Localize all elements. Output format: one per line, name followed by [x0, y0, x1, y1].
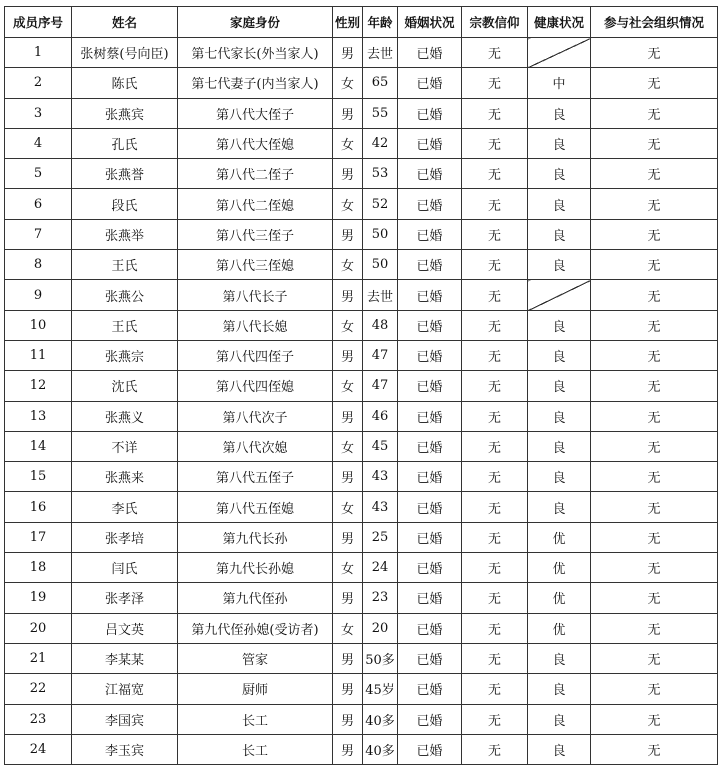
cell-religion: 无: [462, 431, 528, 461]
cell-family-role: 第八代大侄媳: [178, 128, 333, 158]
cell-sex: 女: [333, 553, 363, 583]
cell-marital-status: 已婚: [398, 371, 462, 401]
cell-religion: 无: [462, 340, 528, 370]
cell-health: 良: [528, 492, 591, 522]
cell-sex: 女: [333, 431, 363, 461]
cell-marital-status: 已婚: [398, 492, 462, 522]
cell-religion: 无: [462, 250, 528, 280]
cell-religion: 无: [462, 643, 528, 673]
cell-marital-status: 已婚: [398, 68, 462, 98]
family-members-table: [4, 6, 718, 765]
cell-health: 优: [528, 613, 591, 643]
cell-name: 张燕举: [72, 219, 178, 249]
cell-family-role: 长工: [178, 734, 333, 764]
cell-social-org: 无: [591, 98, 718, 128]
cell-health: 良: [528, 250, 591, 280]
cell-sex: 女: [333, 613, 363, 643]
cell-sex: 男: [333, 674, 363, 704]
cell-member-no: 19: [5, 583, 72, 613]
cell-religion: 无: [462, 401, 528, 431]
cell-social-org: 无: [591, 38, 718, 68]
cell-age: 40多: [363, 704, 398, 734]
cell-age: 40多: [363, 734, 398, 764]
cell-social-org: 无: [591, 219, 718, 249]
cell-family-role: 第八代二侄子: [178, 159, 333, 189]
cell-marital-status: 已婚: [398, 128, 462, 158]
cell-marital-status: 已婚: [398, 734, 462, 764]
table-row: [5, 310, 718, 340]
cell-religion: 无: [462, 219, 528, 249]
cell-name: 张燕义: [72, 401, 178, 431]
cell-sex: 男: [333, 643, 363, 673]
cell-religion: 无: [462, 159, 528, 189]
header-health: 健康状况: [528, 7, 591, 38]
cell-marital-status: 已婚: [398, 613, 462, 643]
cell-health: 良: [528, 643, 591, 673]
cell-family-role: 管家: [178, 643, 333, 673]
cell-health: 良: [528, 340, 591, 370]
cell-member-no: 23: [5, 704, 72, 734]
cell-name: 王氏: [72, 250, 178, 280]
cell-member-no: 13: [5, 401, 72, 431]
cell-social-org: 无: [591, 522, 718, 552]
cell-health: 良: [528, 704, 591, 734]
cell-member-no: 5: [5, 159, 72, 189]
table-row: [5, 704, 718, 734]
table-row: [5, 401, 718, 431]
cell-name: 张燕来: [72, 462, 178, 492]
cell-family-role: 第八代四侄子: [178, 340, 333, 370]
cell-marital-status: 已婚: [398, 280, 462, 310]
header-sex: 性别: [333, 7, 363, 38]
cell-member-no: 12: [5, 371, 72, 401]
cell-religion: 无: [462, 613, 528, 643]
cell-health: 良: [528, 189, 591, 219]
cell-marital-status: 已婚: [398, 250, 462, 280]
cell-age: 24: [363, 553, 398, 583]
cell-age: 46: [363, 401, 398, 431]
cell-name: 不详: [72, 431, 178, 461]
cell-age: 45岁: [363, 674, 398, 704]
cell-name: 王氏: [72, 310, 178, 340]
table-row: [5, 643, 718, 673]
cell-age: 43: [363, 462, 398, 492]
cell-social-org: 无: [591, 734, 718, 764]
cell-health: 良: [528, 734, 591, 764]
cell-sex: 男: [333, 280, 363, 310]
table-row: [5, 219, 718, 249]
header-religion: 宗教信仰: [462, 7, 528, 38]
cell-family-role: 厨师: [178, 674, 333, 704]
cell-family-role: 长工: [178, 704, 333, 734]
cell-member-no: 9: [5, 280, 72, 310]
cell-religion: 无: [462, 462, 528, 492]
cell-name: 张燕誉: [72, 159, 178, 189]
cell-family-role: 第八代次子: [178, 401, 333, 431]
table-row: [5, 492, 718, 522]
cell-marital-status: 已婚: [398, 219, 462, 249]
cell-member-no: 16: [5, 492, 72, 522]
document-page: [4, 6, 718, 765]
cell-age: 20: [363, 613, 398, 643]
cell-family-role: 第九代侄孙: [178, 583, 333, 613]
cell-sex: 男: [333, 159, 363, 189]
cell-health: 良: [528, 310, 591, 340]
cell-name: 李氏: [72, 492, 178, 522]
cell-member-no: 20: [5, 613, 72, 643]
cell-member-no: 2: [5, 68, 72, 98]
cell-religion: 无: [462, 492, 528, 522]
cell-social-org: 无: [591, 310, 718, 340]
cell-name: 李玉宾: [72, 734, 178, 764]
cell-age: 45: [363, 431, 398, 461]
cell-health: 良: [528, 371, 591, 401]
cell-member-no: 18: [5, 553, 72, 583]
cell-marital-status: 已婚: [398, 431, 462, 461]
cell-family-role: 第八代二侄媳: [178, 189, 333, 219]
cell-age: 50: [363, 250, 398, 280]
cell-family-role: 第七代妻子(内当家人): [178, 68, 333, 98]
cell-member-no: 11: [5, 340, 72, 370]
cell-name: 闫氏: [72, 553, 178, 583]
cell-sex: 男: [333, 340, 363, 370]
header-age: 年龄: [363, 7, 398, 38]
table-row: [5, 280, 718, 310]
cell-religion: 无: [462, 128, 528, 158]
cell-health: 良: [528, 159, 591, 189]
cell-name: 孔氏: [72, 128, 178, 158]
cell-health: 良: [528, 674, 591, 704]
cell-family-role: 第八代长媳: [178, 310, 333, 340]
cell-health: 优: [528, 522, 591, 552]
cell-religion: 无: [462, 734, 528, 764]
cell-family-role: 第八代三侄媳: [178, 250, 333, 280]
cell-sex: 女: [333, 128, 363, 158]
cell-religion: 无: [462, 522, 528, 552]
cell-family-role: 第八代大侄子: [178, 98, 333, 128]
cell-sex: 女: [333, 492, 363, 522]
cell-social-org: 无: [591, 159, 718, 189]
cell-age: 65: [363, 68, 398, 98]
cell-religion: 无: [462, 553, 528, 583]
cell-name: 江福宽: [72, 674, 178, 704]
cell-religion: 无: [462, 38, 528, 68]
cell-member-no: 24: [5, 734, 72, 764]
cell-religion: 无: [462, 98, 528, 128]
cell-health: 良: [528, 401, 591, 431]
cell-age: 去世: [363, 38, 398, 68]
cell-name: 段氏: [72, 189, 178, 219]
cell-age: 50: [363, 219, 398, 249]
cell-member-no: 15: [5, 462, 72, 492]
cell-social-org: 无: [591, 462, 718, 492]
cell-sex: 男: [333, 98, 363, 128]
cell-religion: 无: [462, 280, 528, 310]
table-row: [5, 250, 718, 280]
cell-age: 48: [363, 310, 398, 340]
cell-marital-status: 已婚: [398, 522, 462, 552]
cell-marital-status: 已婚: [398, 704, 462, 734]
cell-sex: 男: [333, 734, 363, 764]
cell-marital-status: 已婚: [398, 674, 462, 704]
cell-sex: 女: [333, 250, 363, 280]
cell-marital-status: 已婚: [398, 340, 462, 370]
cell-health: 优: [528, 553, 591, 583]
cell-marital-status: 已婚: [398, 583, 462, 613]
header-marital-status: 婚姻状况: [398, 7, 462, 38]
cell-health: 良: [528, 98, 591, 128]
cell-family-role: 第九代侄孙媳(受访者): [178, 613, 333, 643]
cell-sex: 男: [333, 462, 363, 492]
cell-age: 47: [363, 340, 398, 370]
table-row: [5, 128, 718, 158]
cell-name: 张燕宾: [72, 98, 178, 128]
cell-sex: 男: [333, 583, 363, 613]
cell-religion: 无: [462, 583, 528, 613]
table-row: [5, 340, 718, 370]
table-row: [5, 734, 718, 764]
table-row: [5, 371, 718, 401]
table-row: [5, 189, 718, 219]
cell-age: 25: [363, 522, 398, 552]
cell-family-role: 第八代长子: [178, 280, 333, 310]
table-row: [5, 583, 718, 613]
cell-social-org: 无: [591, 431, 718, 461]
table-row: [5, 613, 718, 643]
cell-age: 42: [363, 128, 398, 158]
cell-age: 去世: [363, 280, 398, 310]
cell-name: 张孝泽: [72, 583, 178, 613]
cell-name: 李某某: [72, 643, 178, 673]
cell-sex: 男: [333, 401, 363, 431]
cell-social-org: 无: [591, 704, 718, 734]
cell-religion: 无: [462, 310, 528, 340]
cell-marital-status: 已婚: [398, 401, 462, 431]
cell-health-diagonal-slash: [528, 38, 591, 68]
cell-religion: 无: [462, 68, 528, 98]
cell-age: 50多: [363, 643, 398, 673]
cell-member-no: 8: [5, 250, 72, 280]
table-row: [5, 462, 718, 492]
cell-social-org: 无: [591, 68, 718, 98]
cell-family-role: 第九代长孙媳: [178, 553, 333, 583]
table-header-row: [5, 7, 718, 38]
cell-member-no: 21: [5, 643, 72, 673]
table-row: [5, 522, 718, 552]
cell-health: 良: [528, 431, 591, 461]
cell-marital-status: 已婚: [398, 643, 462, 673]
header-name: 姓名: [72, 7, 178, 38]
table-row: [5, 674, 718, 704]
cell-sex: 男: [333, 522, 363, 552]
cell-religion: 无: [462, 371, 528, 401]
cell-social-org: 无: [591, 674, 718, 704]
cell-religion: 无: [462, 674, 528, 704]
cell-name: 张燕公: [72, 280, 178, 310]
cell-social-org: 无: [591, 280, 718, 310]
table-row: [5, 553, 718, 583]
cell-marital-status: 已婚: [398, 38, 462, 68]
cell-member-no: 17: [5, 522, 72, 552]
cell-social-org: 无: [591, 492, 718, 522]
cell-social-org: 无: [591, 371, 718, 401]
cell-family-role: 第八代四侄媳: [178, 371, 333, 401]
cell-sex: 女: [333, 68, 363, 98]
cell-age: 55: [363, 98, 398, 128]
cell-member-no: 10: [5, 310, 72, 340]
cell-social-org: 无: [591, 553, 718, 583]
table-row: [5, 68, 718, 98]
cell-marital-status: 已婚: [398, 159, 462, 189]
cell-age: 53: [363, 159, 398, 189]
cell-marital-status: 已婚: [398, 98, 462, 128]
cell-age: 47: [363, 371, 398, 401]
cell-marital-status: 已婚: [398, 462, 462, 492]
cell-social-org: 无: [591, 643, 718, 673]
cell-religion: 无: [462, 704, 528, 734]
cell-member-no: 1: [5, 38, 72, 68]
table-row: [5, 431, 718, 461]
cell-name: 陈氏: [72, 68, 178, 98]
cell-age: 52: [363, 189, 398, 219]
table-row: [5, 159, 718, 189]
cell-age: 23: [363, 583, 398, 613]
cell-health: 良: [528, 219, 591, 249]
cell-sex: 男: [333, 704, 363, 734]
header-family-role: 家庭身份: [178, 7, 333, 38]
table-row: [5, 98, 718, 128]
cell-marital-status: 已婚: [398, 310, 462, 340]
cell-name: 张孝培: [72, 522, 178, 552]
cell-sex: 女: [333, 189, 363, 219]
table-row: [5, 38, 718, 68]
cell-member-no: 14: [5, 431, 72, 461]
cell-social-org: 无: [591, 250, 718, 280]
cell-family-role: 第八代三侄子: [178, 219, 333, 249]
cell-family-role: 第九代长孙: [178, 522, 333, 552]
cell-name: 吕文英: [72, 613, 178, 643]
cell-name: 沈氏: [72, 371, 178, 401]
cell-marital-status: 已婚: [398, 553, 462, 583]
cell-member-no: 6: [5, 189, 72, 219]
cell-social-org: 无: [591, 340, 718, 370]
cell-member-no: 4: [5, 128, 72, 158]
cell-marital-status: 已婚: [398, 189, 462, 219]
cell-social-org: 无: [591, 128, 718, 158]
cell-member-no: 7: [5, 219, 72, 249]
header-member-no: 成员序号: [5, 7, 72, 38]
cell-health: 良: [528, 462, 591, 492]
cell-social-org: 无: [591, 189, 718, 219]
header-social-org: 参与社会组织情况: [591, 7, 718, 38]
cell-member-no: 22: [5, 674, 72, 704]
cell-social-org: 无: [591, 583, 718, 613]
cell-sex: 女: [333, 371, 363, 401]
cell-health: 中: [528, 68, 591, 98]
cell-health-diagonal-slash: [528, 280, 591, 310]
cell-sex: 女: [333, 310, 363, 340]
cell-health: 优: [528, 583, 591, 613]
cell-member-no: 3: [5, 98, 72, 128]
cell-social-org: 无: [591, 613, 718, 643]
cell-family-role: 第八代五侄子: [178, 462, 333, 492]
cell-family-role: 第八代次媳: [178, 431, 333, 461]
cell-family-role: 第八代五侄媳: [178, 492, 333, 522]
cell-health: 良: [528, 128, 591, 158]
cell-family-role: 第七代家长(外当家人): [178, 38, 333, 68]
cell-social-org: 无: [591, 401, 718, 431]
cell-sex: 男: [333, 219, 363, 249]
cell-sex: 男: [333, 38, 363, 68]
cell-religion: 无: [462, 189, 528, 219]
cell-name: 李国宾: [72, 704, 178, 734]
cell-age: 43: [363, 492, 398, 522]
table-body: [5, 38, 718, 765]
cell-name: 张树蔡(号向臣): [72, 38, 178, 68]
cell-name: 张燕宗: [72, 340, 178, 370]
